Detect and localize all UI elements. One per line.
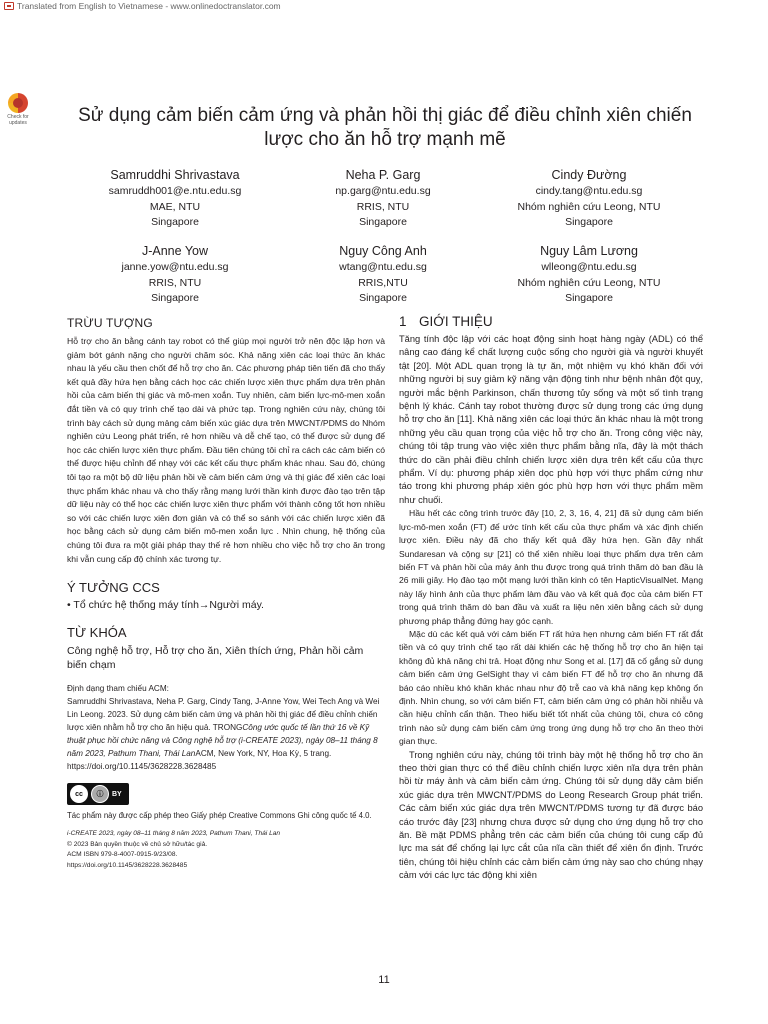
author-location: Singapore bbox=[565, 216, 613, 228]
crossmark-icon bbox=[8, 93, 28, 113]
author-block bbox=[65, 167, 285, 231]
author-affiliation: RRIS, NTU bbox=[148, 276, 202, 289]
conference-line: i-CREATE 2023, ngày 08–11 tháng 8 năm 2023, Pathum Thani, Thái Lan bbox=[67, 830, 281, 838]
author-email: janne.yow@ntu.edu.sg bbox=[121, 261, 229, 273]
author-block bbox=[273, 243, 493, 307]
copyright-line: © 2023 Bản quyền thuộc về chủ sở hữu/tác giả. bbox=[67, 840, 208, 848]
reference-venue: Công ước quốc tế lần thứ 16 về Kỹ thuật phục hồi chức năng và Công nghệ hỗ trợ (i-CREATE 2023), ngày 08–11 tháng 8 năm 2023, Pathum Thani, Thái Lan bbox=[67, 723, 378, 759]
abstract-heading: TRỪU TƯỢNG bbox=[67, 316, 153, 330]
page-number: 11 bbox=[378, 974, 390, 986]
ccs-item: • Tổ chức hệ thống máy tính→Người máy. bbox=[67, 599, 264, 612]
isbn-line: ACM ISBN 979-8-4007-0915-9/23/08. bbox=[67, 851, 178, 859]
author-email: samruddh001@e.ntu.edu.sg bbox=[108, 185, 242, 197]
author-email: wlleong@ntu.edu.sg bbox=[541, 261, 637, 273]
author-name: Nguy Lâm Lương bbox=[540, 244, 638, 258]
author-block bbox=[65, 243, 285, 307]
reference-label: Định dạng tham chiếu ACM: bbox=[67, 684, 169, 694]
acm-reference bbox=[67, 682, 385, 773]
author-affiliation: Nhóm nghiên cứu Leong, NTU bbox=[517, 276, 661, 289]
author-block bbox=[479, 167, 699, 231]
author-name: Cindy Đường bbox=[551, 168, 627, 182]
publication-meta bbox=[67, 829, 385, 871]
author-email: cindy.tang@ntu.edu.sg bbox=[535, 185, 643, 197]
section-number: 1 bbox=[399, 314, 407, 329]
author-location: Singapore bbox=[151, 216, 199, 228]
section-heading bbox=[399, 314, 703, 329]
license-text: Tác phẩm này được cấp phép theo Giấy phép Creative Commons Ghi công quốc tế 4.0. bbox=[67, 811, 372, 821]
author-affiliation: RRIS, NTU bbox=[356, 200, 410, 213]
author-name: Neha P. Garg bbox=[345, 168, 421, 182]
by-icon: BY bbox=[112, 790, 122, 798]
author-name: Samruddhi Shrivastava bbox=[110, 168, 240, 182]
author-name: J-Anne Yow bbox=[141, 244, 209, 258]
check-for-updates-label: Check for updates bbox=[7, 114, 29, 126]
author-email: np.garg@ntu.edu.sg bbox=[335, 185, 431, 197]
document-icon bbox=[4, 2, 14, 10]
paper-title: Sử dụng cảm biến cảm ứng và phản hồi thị giác để điều chỉnh xiên chiến lược cho ăn hỗ trợ mạnh mẽ bbox=[78, 105, 692, 150]
intro-paragraph-2: Hầu hết các công trình trước đây [10, 2, 3, 16, 4, 21] đã sử dụng cảm biến lực-mô-men xoắn (FT) để ước tính kết cấu của thực phẩm và xác định chiến lược xiên. Điều này đã cho thấy kết quả đầy hứa hẹn. Gần đây nhất Sundaresan và cộng sự [21] có thể xiên nhiều loại thực phẩm dựa trên cảm biến FT và phản hồi của máy ảnh thu được trong quá trình thăm dò ban đầu là 26 mili giây. Họ đào tạo một mạng lưới thần kinh có tên HapticVisualNet. Mạng này lấy hình ảnh của thực phẩm làm đầu vào và kết quả đọc của cảm biến FT trong quá trình thăm dò ban đầu và xuất ra liệu nên xiên bằng cách sử dụng phương pháp thẳng đứng hay góc cạnh. bbox=[399, 508, 703, 626]
author-location: Singapore bbox=[151, 292, 199, 304]
person-icon: ⓘ bbox=[91, 785, 109, 803]
abstract-text: Hỗ trợ cho ăn bằng cánh tay robot có thể giúp mọi người trở nên độc lập hơn và giảm bớt gánh nặng cho người chăm sóc. Khả năng xiên các loại thức ăn khác nhau là yếu cầu then chốt để hỗ trợ cho ăn. Các phương pháp tiên tiến đã cho thấy kết quả đầy hứa hẹn bằng cách học các chiến lược xiên thực phẩm dựa trên phản hồi của cảm biến thị giác và mô-men xoắn. Tuy nhiên, cảm biến lực-mô-men xoắn đắt tiền và có quy trình chế tạo dài và phức tạp. Trong nghiên cứu này, chúng tôi trình bày cách sử dụng mảng cảm biến xúc giác dựa trên MWCNT/PDMS do Nhóm nghiên cứu Leong phát triển, rẻ hơn nhiều và dễ chế tạo, có thể được sử dụng để học các chiến lược xiên thực phẩm. Đầu tiên chúng tôi chỉ ra cách các cảm biến có thể được hiệu chỉnh để nhạy với các kết cấu thực phẩm khác nhau. Sau đó, chúng tôi tạo ra một bộ dữ liệu phản hồi về cảm biến cảm ứng và thị giác để xiên các loại thực phẩm khác nhau và cho thấy rằng mạng lưới thần kinh được đào tạo trên tập dữ liệu này có thể học các chiến lược xiên thực phẩm với thành công tốt hơn nhiều so với các chiến lược xiên đơn giản và có thể so sánh với các chiến lược xiên đã học bằng cách sử dụng cảm biến mô-men xoắn lực . Nhìn chung, hệ thống của chúng tôi đưa ra một giải pháp thay thế rẻ hơn nhiều cho việc hỗ trợ cho ăn trong khi vẫn cung cấp độ chính xác tương tự. bbox=[67, 336, 385, 564]
intro-paragraph-3: Mặc dù các kết quả với cảm biến FT rất hứa hẹn nhưng cảm biến FT rất đắt tiền và có quy trình chế tạo rất dài khiến các hệ thống hỗ trợ cho ăn hiện tại không đủ khả năng chi trả. Hoạt động như Song et al. [17] đã cố gắng sử dụng cảm biến cảm ứng GelSight thay vì cảm biến FT để hỗ trợ cho ăn nhưng đã báo cáo nhiều khó khăn khác nhau như độ trễ cao và khả năng kẹp không ổn định. Nhìn chung, so với cảm biến FT, cảm biến cảm ứng có phản hồi nhiễu và cần hiệu chỉnh cẩn thận. Theo hiểu biết tốt nhất của chúng tôi, chưa có công trình nào sử dụng cảm biến cảm ứng trong ứng dụng hỗ trợ cho ăn theo thời gian thực. bbox=[399, 628, 703, 747]
reference-authors: Samruddhi Shrivastava, Neha P. Garg, Cindy Tang, J-Anne Yow, Wei Tech Ang và Wei Lin Leong. 2023. Sử dụng cảm biến cảm ứng và phản hồi thị giác để điều chỉnh chiến lược xiên nhằm hỗ trợ cho ăn hiệu quả. TRONG bbox=[67, 697, 380, 733]
reference-tail: ACM, New York, NY, Hoa Kỳ, 5 trang. https://doi.org/10.1145/3628228.3628485 bbox=[67, 749, 332, 772]
author-affiliation: MAE, NTU bbox=[149, 200, 201, 213]
cc-by-logo bbox=[67, 783, 129, 805]
author-affiliation: Nhóm nghiên cứu Leong, NTU bbox=[517, 200, 661, 213]
author-location: Singapore bbox=[359, 292, 407, 304]
author-block bbox=[273, 167, 493, 231]
section-title: GIỚI THIỆU bbox=[419, 314, 493, 329]
author-location: Singapore bbox=[565, 292, 613, 304]
intro-paragraph-1: Tăng tính độc lập với các hoạt động sinh hoạt hàng ngày (ADL) có thể nâng cao đáng kể chất lượng cuộc sống cho người già và người khuyết tật [20]. Một ADL quan trọng là tự ăn, một nhiệm vụ khó khăn đối với những người bị suy giảm kỹ năng vận động tinh như bệnh nhân đột quỵ, người mắc bệnh Parkinson, chấn thương tủy sống và một số tình trạng bệnh lý khác. Cánh tay robot thường được sử dụng trong các ứng dụng hỗ trợ cho ăn [11]. Khả năng xiên các loại thức ăn khác nhau là một trong những yêu cầu quan trọng của việc hỗ trợ cho ăn. Trong công việc này, chúng tôi tập trung vào việc xiên thực phẩm bằng nĩa, đây là một thách thức do cần phải điều chỉnh chiến lược xiên dựa trên kết cấu của thực phẩm. Ví dụ: phương pháp xiên dọc phù hợp với thực phẩm cứng như táo trong khi phương pháp xiên góc phù hợp hơn với thực phẩm mềm như chuối. bbox=[399, 334, 703, 505]
left-column bbox=[67, 316, 385, 871]
author-email: wtang@ntu.edu.sg bbox=[339, 261, 427, 273]
doi-link[interactable]: https://doi.org/10.1145/3628228.3628485 bbox=[67, 861, 188, 869]
author-name: Nguy Công Anh bbox=[339, 244, 427, 258]
check-for-updates-badge[interactable] bbox=[5, 93, 31, 126]
author-block bbox=[479, 243, 699, 307]
ccs-heading: Ý TƯỞNG CCS bbox=[67, 580, 160, 596]
keywords-heading: TỪ KHÓA bbox=[67, 625, 127, 641]
banner-text: Translated from English to Vietnamese - www.onlinedoctranslator.com bbox=[17, 1, 281, 11]
author-location: Singapore bbox=[359, 216, 407, 228]
right-column bbox=[399, 314, 703, 883]
keywords-text: Công nghệ hỗ trợ, Hỗ trợ cho ăn, Xiên thích ứng, Phản hồi cảm biến chạm bbox=[67, 645, 364, 672]
author-affiliation: RRIS,NTU bbox=[358, 276, 408, 289]
cc-icon: cc bbox=[70, 785, 88, 803]
intro-paragraph-4: Trong nghiên cứu này, chúng tôi trình bày một hệ thống hỗ trợ cho ăn theo thời gian thực có thể điều chỉnh chiến lược xiên nĩa dựa trên phản hồi từ máy ảnh và cảm biến cảm ứng. Chúng tôi sử dụng dãy cảm biến xúc giác dựa trên MWCNT/PDMS do Leong Research Group phát triển. Các cảm biến xúc giác dựa trên MWCNT/PDMS tương tự đã được báo cáo trước đây [23] nhưng chưa được sử dụng cho ứng dụng hỗ trợ cho ăn. Bề mặt PDMS phẳng trên các cảm biến của chúng tôi cung cấp đủ lực ma sát để chống lại lực cắt của nĩa cần thiết để xiên ổn định. Trước tiên, chúng tôi hiệu chỉnh các cảm biến cảm ứng này sao cho chúng nhạy cảm với các lực tác động khi xiên bbox=[399, 749, 703, 881]
cc-license-badge[interactable] bbox=[67, 783, 385, 805]
translation-banner[interactable] bbox=[4, 0, 281, 12]
